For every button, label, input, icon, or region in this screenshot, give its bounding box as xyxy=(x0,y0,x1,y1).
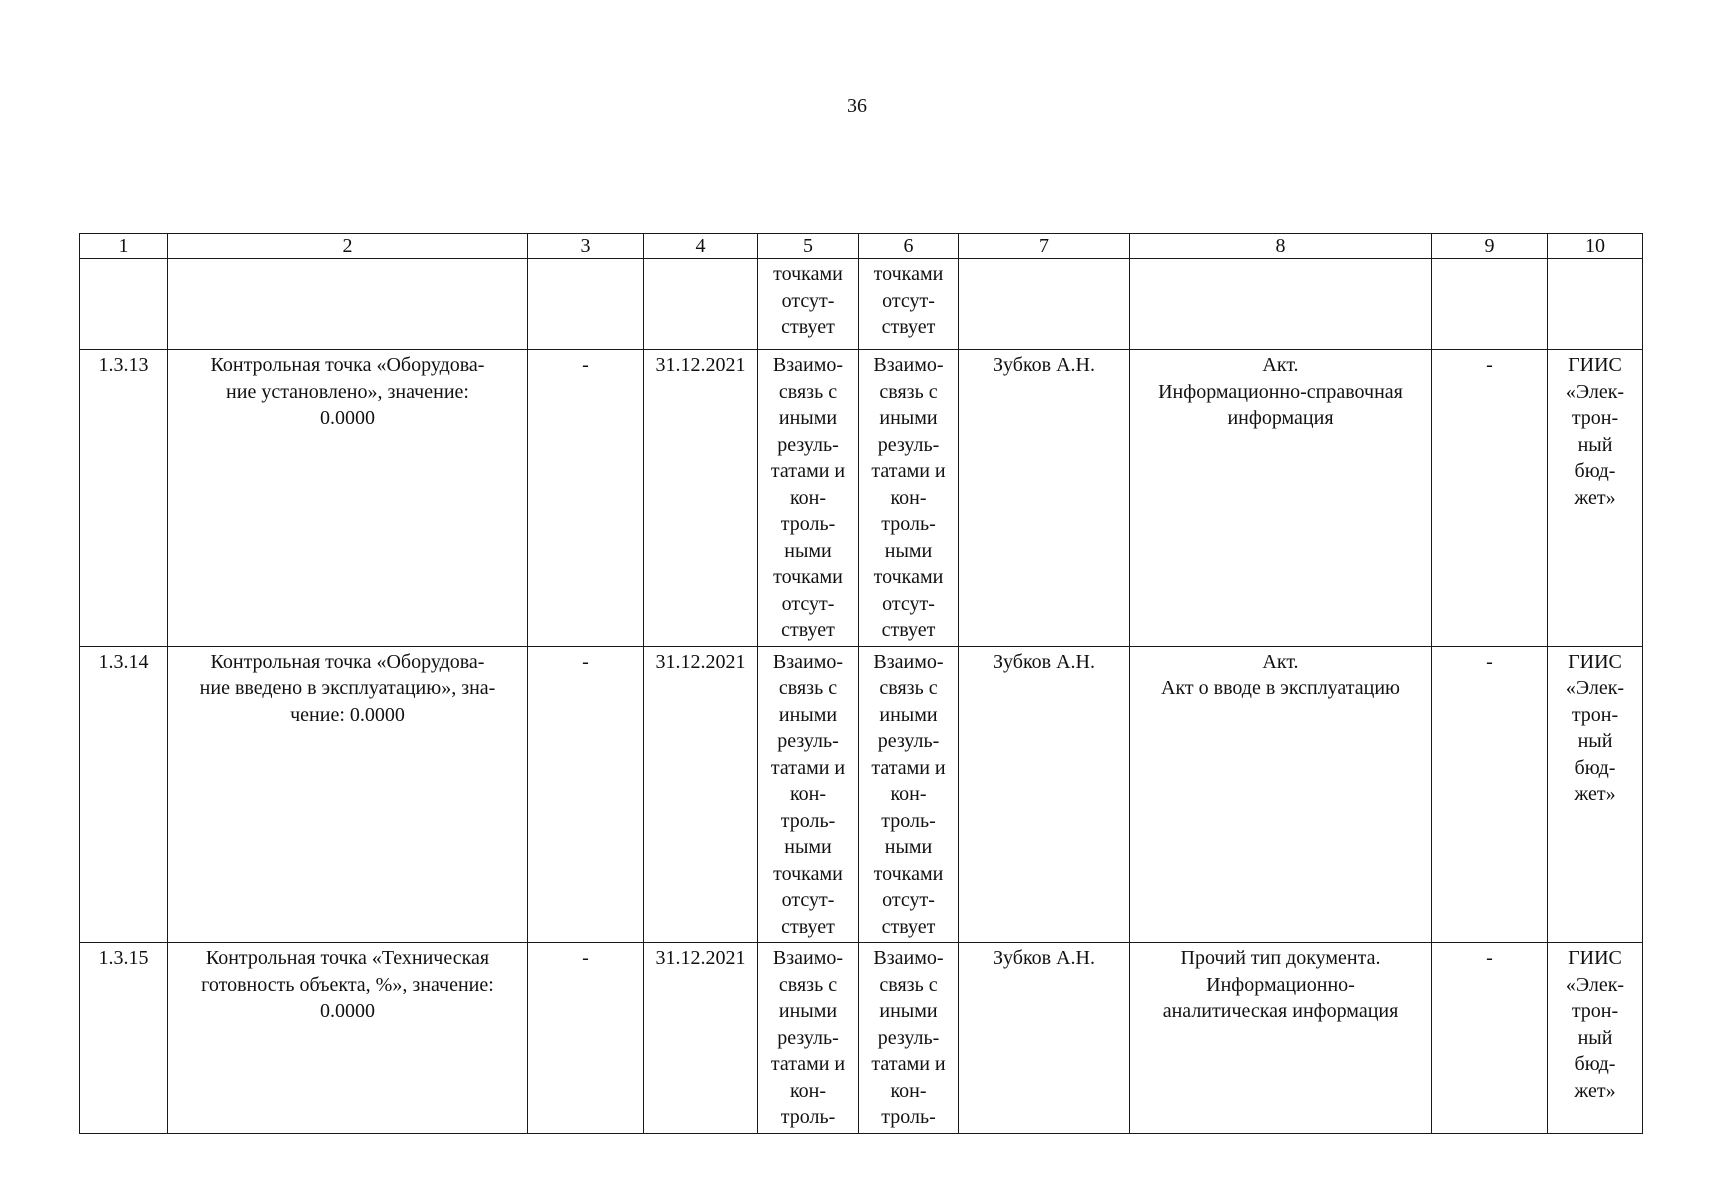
column-header: 1 xyxy=(80,234,168,259)
cell-text-line: татами и xyxy=(871,460,946,482)
responsible-cell: Зубков А.Н. xyxy=(959,646,1130,943)
cell-text-line: чение: 0.0000 xyxy=(290,703,405,726)
column-3-cell xyxy=(528,259,644,350)
cell-text-line: ствует xyxy=(781,619,835,641)
cell-text-line: троль- xyxy=(881,513,936,535)
cell-text-line: ГИИС xyxy=(1568,947,1622,969)
cell-text-line: иными xyxy=(778,703,838,726)
cell-text-line: троль- xyxy=(881,1106,936,1128)
cell-text-line: связь с xyxy=(778,677,838,699)
cell-text-line: иными xyxy=(778,407,838,429)
cell-text-line: троль- xyxy=(780,513,836,535)
cell-text-line: жет» xyxy=(1574,1079,1616,1102)
cell-text-line: точками xyxy=(873,566,944,588)
column-header: 5 xyxy=(758,234,859,259)
cell-text-line: точками xyxy=(873,263,944,285)
cell-text-line: бюд- xyxy=(1574,460,1616,482)
relationship-cell xyxy=(758,350,859,647)
cell-text-line: жет» xyxy=(1574,486,1616,509)
cell-text-line: связь с xyxy=(879,973,938,996)
cell-text-line: ГИИС xyxy=(1568,650,1622,673)
cell-text-line: иными xyxy=(778,1000,838,1022)
column-9-cell: - xyxy=(1432,943,1548,1134)
relationship-cell xyxy=(758,259,859,350)
cell-text-line: татами и xyxy=(770,756,846,779)
cell-text-line: трон- xyxy=(1571,703,1619,726)
cell-text-line: ние установлено», значение: xyxy=(226,380,469,403)
cell-text-line: Взаимо- xyxy=(772,947,844,969)
document-type-cell xyxy=(1130,259,1432,350)
column-9-cell: - xyxy=(1432,646,1548,943)
cell-text-line: Контрольная точка «Техническая xyxy=(205,947,490,969)
date-cell: 31.12.2021 xyxy=(644,943,758,1134)
cell-text-line: резуль- xyxy=(877,730,940,752)
cell-text-line: Взаимо- xyxy=(873,947,944,969)
relationship-cell xyxy=(859,646,959,943)
column-3-cell: - xyxy=(528,350,644,647)
cell-text-line: Контрольная точка «Оборудова- xyxy=(210,354,485,376)
cell-text-line: ствует xyxy=(781,915,835,938)
page-number: 36 xyxy=(847,95,867,117)
column-header: 6 xyxy=(859,234,959,259)
row-number-cell: 1.3.14 xyxy=(80,646,168,943)
cell-text-line: троль- xyxy=(881,809,936,832)
control-point-name-cell xyxy=(168,350,528,647)
relationship-cell xyxy=(758,646,859,943)
cell-text-line: «Элек- xyxy=(1565,677,1625,699)
table-row xyxy=(80,350,1643,647)
cell-text-line: татами и xyxy=(770,460,846,482)
date-cell: 31.12.2021 xyxy=(644,350,758,647)
cell-text-line: ГИИС xyxy=(1568,354,1622,376)
document-type-cell xyxy=(1130,350,1432,647)
cell-text-line: ние введено в эксплуатацию», зна- xyxy=(199,677,496,699)
cell-text-line: трон- xyxy=(1571,407,1619,429)
table-row xyxy=(80,943,1643,1134)
control-point-name-cell xyxy=(168,943,528,1134)
information-system-cell xyxy=(1548,259,1643,350)
cell-text-line: троль- xyxy=(780,809,836,832)
cell-text-line: ными xyxy=(784,836,832,858)
cell-text-line: Акт. xyxy=(1262,650,1299,673)
information-system-cell xyxy=(1548,646,1643,943)
cell-text-line: резуль- xyxy=(777,730,839,752)
information-system-cell xyxy=(1548,350,1643,647)
control-point-name-cell xyxy=(168,646,528,943)
cell-text-line: связь с xyxy=(778,380,838,403)
cell-text-line: кон- xyxy=(890,783,927,805)
cell-text-line: отсут- xyxy=(781,592,835,615)
cell-text-line: Акт о вводе в эксплуатацию xyxy=(1161,677,1400,699)
control-points-table xyxy=(79,233,1643,1134)
cell-text-line: иными xyxy=(879,703,938,726)
column-header: 8 xyxy=(1130,234,1432,259)
cell-text-line: ными xyxy=(784,539,832,562)
cell-text-line: готовность объекта, %», значение: xyxy=(201,973,494,996)
cell-text-line: ными xyxy=(884,836,933,858)
responsible-cell xyxy=(959,259,1130,350)
cell-text-line: ствует xyxy=(781,316,835,338)
cell-text-line: кон- xyxy=(890,486,927,509)
cell-text-line: кон- xyxy=(789,486,827,509)
cell-text-line: резуль- xyxy=(777,433,839,456)
row-number-cell: 1.3.15 xyxy=(80,943,168,1134)
cell-text-line: аналитическая информация xyxy=(1162,1000,1399,1022)
cell-text-line: 0.0000 xyxy=(320,1000,375,1022)
cell-text-line: Взаимо- xyxy=(772,354,844,376)
relationship-cell xyxy=(859,943,959,1134)
cell-text-line: Информационно-справочная xyxy=(1158,380,1403,403)
cell-text-line: точками xyxy=(773,566,843,588)
column-header: 10 xyxy=(1548,234,1643,259)
cell-text-line: точками xyxy=(873,862,944,885)
cell-text-line: резуль- xyxy=(877,1026,940,1049)
cell-text-line: «Элек- xyxy=(1565,380,1625,403)
row-number-cell xyxy=(80,259,168,350)
column-header: 4 xyxy=(644,234,758,259)
cell-text-line: резуль- xyxy=(877,433,940,456)
cell-text-line: отсут- xyxy=(781,889,835,911)
control-point-name-cell xyxy=(168,259,528,350)
responsible-cell: Зубков А.Н. xyxy=(959,943,1130,1134)
date-cell: 31.12.2021 xyxy=(644,646,758,943)
cell-text-line: отсут- xyxy=(882,592,935,615)
cell-text-line: ными xyxy=(884,539,933,562)
cell-text-line: татами и xyxy=(871,756,946,779)
relationship-cell xyxy=(859,259,959,350)
cell-text-line: ствует xyxy=(881,619,936,641)
relationship-cell xyxy=(758,943,859,1134)
column-3-cell: - xyxy=(528,646,644,943)
cell-text-line: Информационно- xyxy=(1206,973,1355,996)
cell-text-line: кон- xyxy=(789,783,827,805)
document-type-cell xyxy=(1130,943,1432,1134)
cell-text-line: Прочий тип документа. xyxy=(1180,947,1381,969)
document-type-cell xyxy=(1130,646,1432,943)
column-header: 3 xyxy=(528,234,644,259)
cell-text-line: трон- xyxy=(1571,1000,1619,1022)
cell-text-line: Взаимо- xyxy=(873,354,944,376)
responsible-cell: Зубков А.Н. xyxy=(959,350,1130,647)
column-number-row xyxy=(80,234,1643,259)
cell-text-line: отсут- xyxy=(882,289,935,312)
cell-text-line: точками xyxy=(773,263,843,285)
cell-text-line: «Элек- xyxy=(1565,973,1625,996)
column-header: 7 xyxy=(959,234,1130,259)
cell-text-line: кон- xyxy=(789,1079,827,1102)
date-cell xyxy=(644,259,758,350)
cell-text-line: связь с xyxy=(879,380,938,403)
cell-text-line: ный xyxy=(1577,1026,1613,1049)
cell-text-line: 0.0000 xyxy=(320,407,375,429)
cell-text-line: бюд- xyxy=(1574,756,1616,779)
cell-text-line: ствует xyxy=(881,316,936,338)
row-number-cell: 1.3.13 xyxy=(80,350,168,647)
column-9-cell xyxy=(1432,259,1548,350)
cell-text-line: Контрольная точка «Оборудова- xyxy=(210,650,485,673)
cell-text-line: точками xyxy=(773,862,843,885)
cell-text-line: резуль- xyxy=(777,1026,839,1049)
cell-text-line: кон- xyxy=(890,1079,927,1102)
cell-text-line: отсут- xyxy=(781,289,835,312)
cell-text-line: иными xyxy=(879,1000,938,1022)
cell-text-line: связь с xyxy=(778,973,838,996)
table-row xyxy=(80,646,1643,943)
column-header: 9 xyxy=(1432,234,1548,259)
cell-text-line: связь с xyxy=(879,677,938,699)
information-system-cell xyxy=(1548,943,1643,1134)
cell-text-line: иными xyxy=(879,407,938,429)
column-3-cell: - xyxy=(528,943,644,1134)
cell-text-line: ный xyxy=(1577,730,1613,752)
cell-text-line: бюд- xyxy=(1574,1053,1616,1075)
cell-text-line: Акт. xyxy=(1262,354,1299,376)
cell-text-line: татами и xyxy=(871,1053,946,1075)
relationship-cell xyxy=(859,350,959,647)
cell-text-line: Взаимо- xyxy=(873,650,944,673)
cell-text-line: отсут- xyxy=(882,889,935,911)
column-9-cell: - xyxy=(1432,350,1548,647)
cell-text-line: Взаимо- xyxy=(772,650,844,673)
column-header: 2 xyxy=(168,234,528,259)
cell-text-line: ствует xyxy=(881,915,936,938)
cell-text-line: троль- xyxy=(780,1106,836,1128)
cell-text-line: информация xyxy=(1227,407,1334,429)
cell-text-line: татами и xyxy=(770,1053,846,1075)
table-row xyxy=(80,259,1643,350)
cell-text-line: жет» xyxy=(1574,783,1616,805)
cell-text-line: ный xyxy=(1577,433,1613,456)
